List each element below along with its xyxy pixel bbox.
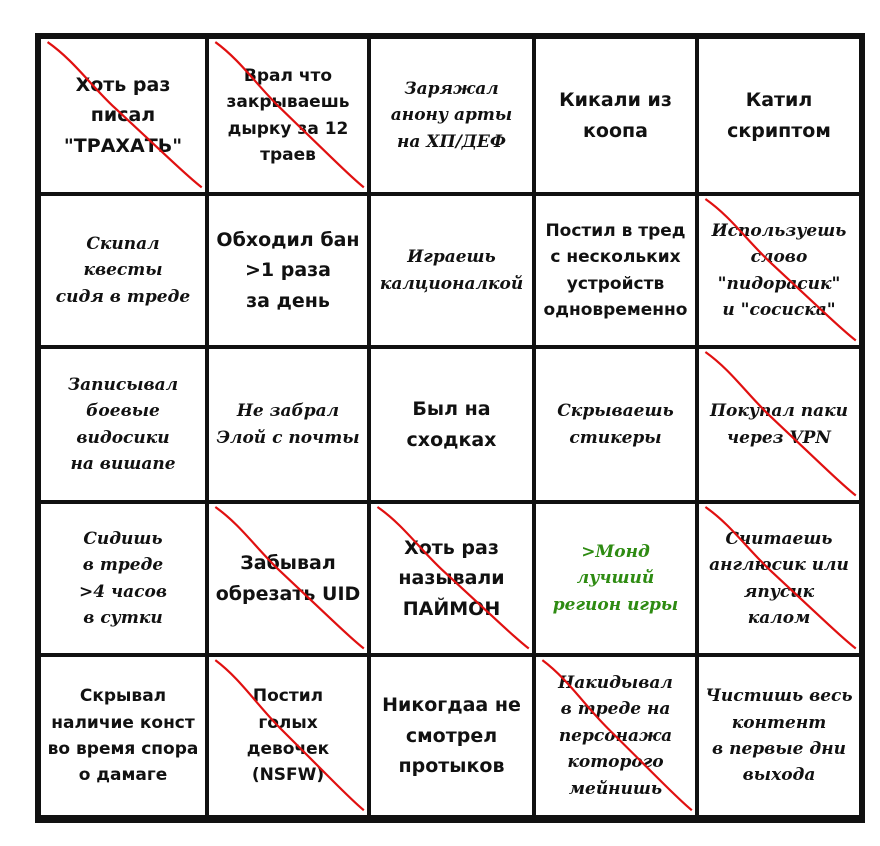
- cell-text: Накидывал в треде на персонажа которого мейнишь: [558, 673, 673, 799]
- cell-text: Заряжал анону арты на ХП/ДЕФ: [390, 78, 513, 152]
- cell-text: Постил в тред с нескольких устройств одновременно: [543, 220, 688, 320]
- bingo-cell[interactable]: [534, 502, 697, 655]
- cell-text: Хоть раз писал "ТРАХАТЬ": [63, 73, 183, 157]
- bingo-cell[interactable]: [697, 655, 861, 817]
- cell-text: Обходил бан >1 раза за день: [216, 228, 360, 312]
- bingo-board: [35, 33, 865, 823]
- cell-text: Был на сходках: [406, 398, 497, 451]
- cell-text: >Монд лучший регион игры: [552, 541, 679, 615]
- cell-text: Чистишь весь контент в первые дни выхода: [705, 686, 853, 786]
- cell-text: Записывал боевые видосики на вишапе: [67, 374, 179, 474]
- cell-text: Постил голых девочек (NSFW): [246, 686, 330, 786]
- bingo-cell[interactable]: [207, 655, 369, 817]
- bingo-cell[interactable]: [369, 347, 534, 502]
- bingo-cell[interactable]: [39, 37, 207, 194]
- bingo-cell[interactable]: [207, 194, 369, 347]
- bingo-cell[interactable]: [39, 502, 207, 655]
- bingo-cell[interactable]: [369, 37, 534, 194]
- cell-text: Используешь слово "пидорасик" и "сосиска": [711, 220, 847, 320]
- bingo-cell[interactable]: [39, 655, 207, 817]
- bingo-cell[interactable]: [207, 37, 369, 194]
- bingo-cell[interactable]: [369, 502, 534, 655]
- bingo-cell[interactable]: [207, 502, 369, 655]
- cell-text: Скипал квесты сидя в треде: [55, 233, 191, 307]
- cell-text: Скрывал наличие конст во время спора о дамаге: [47, 686, 199, 786]
- bingo-cell[interactable]: [534, 655, 697, 817]
- cell-text: Хоть раз называли ПАЙМОН: [398, 536, 505, 620]
- bingo-cell[interactable]: [369, 194, 534, 347]
- cell-text: Не забрал Элой с почты: [216, 401, 360, 448]
- bingo-cell[interactable]: [369, 655, 534, 817]
- bingo-cell[interactable]: [697, 194, 861, 347]
- cell-text: Считаешь англюсик или япусик калом: [709, 528, 849, 628]
- cell-text: Катил скриптом: [727, 89, 831, 142]
- bingo-cell[interactable]: [697, 37, 861, 194]
- bingo-cell[interactable]: [39, 194, 207, 347]
- bingo-cell[interactable]: [534, 347, 697, 502]
- bingo-cell[interactable]: [697, 502, 861, 655]
- bingo-cell[interactable]: [697, 347, 861, 502]
- cell-text: Никогдаа не смотрел протыков: [382, 694, 521, 778]
- bingo-cell[interactable]: [39, 347, 207, 502]
- cell-text: Сидишь в треде >4 часов в сутки: [78, 528, 167, 628]
- cell-text: Кикали из коопа: [559, 89, 672, 142]
- cell-text: Покупал паки через VPN: [709, 401, 849, 448]
- bingo-cell[interactable]: [534, 37, 697, 194]
- cell-text: Играешь калционалкой: [379, 247, 524, 294]
- bingo-cell[interactable]: [534, 194, 697, 347]
- cell-text: Скрываешь стикеры: [557, 401, 674, 448]
- cell-text: Забывал обрезать UID: [215, 552, 361, 605]
- bingo-cell[interactable]: [207, 347, 369, 502]
- cell-text: Врал что закрываешь дырку за 12 траев: [226, 65, 350, 165]
